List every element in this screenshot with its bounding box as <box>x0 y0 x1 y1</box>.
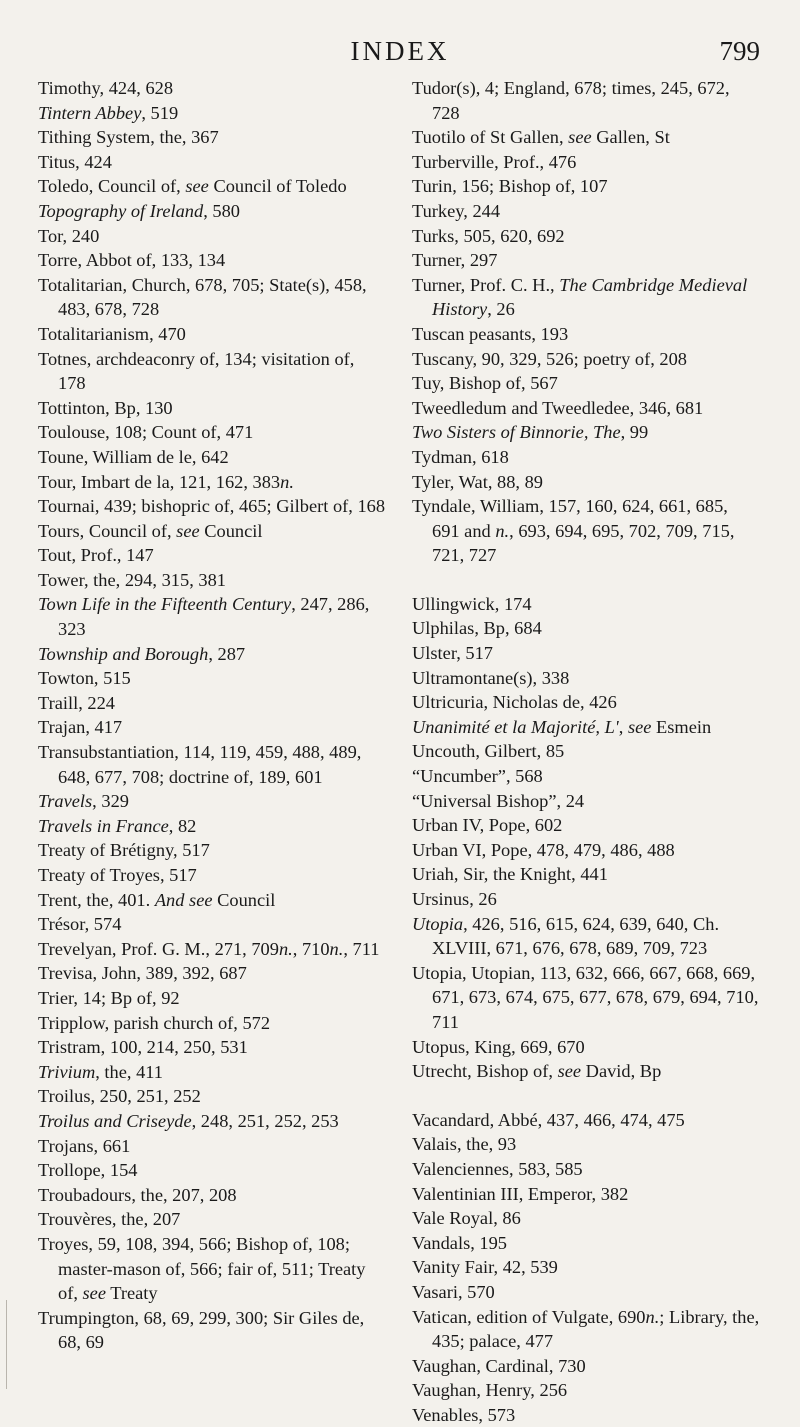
index-entry-text: Tournai, 439; bishopric of, 465; Gilbert of, 168 <box>38 496 386 517</box>
index-entry-italic-text: Troilus and Criseyde <box>38 1110 192 1131</box>
index-entry-text: Treaty <box>106 1283 158 1304</box>
index-entry <box>38 888 386 913</box>
index-entry-text: Ulphilas, Bp, 684 <box>412 618 542 639</box>
index-entry-text: Vale Royal, 86 <box>412 1208 521 1229</box>
index-entry-text: , 710 <box>292 938 330 959</box>
index-entry-text: Tour, Imbart de la, 121, 162, 383 <box>38 471 281 492</box>
index-entry-text: Timothy, 424, 628 <box>38 78 174 98</box>
index-entry-text: Titus, 424 <box>38 151 112 172</box>
index-entry-text: Trollope, 154 <box>38 1160 138 1181</box>
index-entry-text: Turin, 156; Bishop of, 107 <box>412 176 608 197</box>
index-entry <box>38 1084 386 1109</box>
index-entry-text: Ulster, 517 <box>412 643 493 664</box>
index-entry <box>38 814 386 839</box>
running-head: INDEX <box>350 36 450 66</box>
index-entry <box>412 1231 760 1256</box>
index-entry-text: Utopus, King, 669, 670 <box>412 1036 585 1057</box>
index-entry-text: Ultramontane(s), 338 <box>412 667 570 688</box>
index-entry <box>412 248 760 273</box>
index-entry-italic-text: Travels in France <box>38 815 169 836</box>
index-entry <box>412 592 760 617</box>
index-entry <box>412 420 760 445</box>
index-entry <box>38 642 386 667</box>
index-entry <box>38 494 386 519</box>
index-entry <box>38 838 386 863</box>
index-entry <box>38 1035 386 1060</box>
index-entry <box>412 396 760 421</box>
index-entry <box>412 1182 760 1207</box>
index-entry-text: Tyndale, William, 157, 160, 624, 661, 685, 691 and <box>412 496 728 541</box>
index-entry-italic-text: n. <box>280 471 294 492</box>
index-entry-italic-text: see <box>185 176 209 197</box>
index-entry-text: , 99 <box>620 422 649 443</box>
index-entry-italic-text: Two Sisters of Binnorie, The <box>412 422 621 443</box>
index-entry-text: Treaty of Troyes, 517 <box>38 865 197 885</box>
index-entry-text: Uncouth, Gilbert, 85 <box>412 741 565 762</box>
index-entry-italic-text: see <box>557 1061 582 1082</box>
index-entry <box>412 1206 760 1231</box>
index-entry <box>38 543 386 568</box>
index-entry-italic-text: n. <box>645 1306 660 1327</box>
index-entry <box>412 690 760 715</box>
index-entry <box>38 961 386 986</box>
index-entry <box>412 641 760 666</box>
index-entry-text: Vaughan, Henry, 256 <box>412 1380 568 1401</box>
index-entry <box>38 1207 386 1232</box>
index-entry-text: , 329 <box>92 791 129 812</box>
index-entry <box>38 519 386 544</box>
index-entry <box>412 174 760 199</box>
index-entry-italic-text: see <box>82 1283 106 1304</box>
index-entry-text: Tithing System, the, 367 <box>38 127 219 148</box>
index-entry <box>412 1378 760 1403</box>
index-entry-text: Toune, William de le, 642 <box>38 446 229 467</box>
index-entry-text: Ursinus, 26 <box>412 889 497 909</box>
index-entry <box>38 1158 386 1183</box>
index-entry <box>38 125 386 150</box>
index-entry-text: Totalitarianism, 470 <box>38 323 186 344</box>
index-entry-text: Tuscany, 90, 329, 526; poetry of, 208 <box>412 348 687 369</box>
index-entry <box>412 494 760 568</box>
index-entry <box>38 1011 386 1036</box>
index-entry-text: Council <box>212 889 276 910</box>
index-entry-text: Tout, Prof., 147 <box>38 545 154 566</box>
index-entry-text: Tower, the, 294, 315, 381 <box>38 569 226 590</box>
index-entry <box>38 76 386 101</box>
index-entry-text: Tristram, 100, 214, 250, 531 <box>38 1037 248 1058</box>
index-entry-text: Venables, 573 <box>412 1404 516 1425</box>
index-entry <box>412 1280 760 1305</box>
index-entry-text: Esmein <box>651 716 712 737</box>
index-entry <box>412 322 760 347</box>
index-entry-text: Vasari, 570 <box>412 1281 495 1302</box>
index-entry-italic-text: Town Life in the Fifteenth Century <box>38 594 292 615</box>
index-entry-text: Tottinton, Bp, 130 <box>38 397 173 418</box>
index-entry-italic-text: see <box>568 127 592 148</box>
index-entry-text: , the, 411 <box>95 1061 163 1082</box>
index-entry <box>38 937 386 962</box>
index-entry-text: Vacandard, Abbé, 437, 466, 474, 475 <box>412 1109 685 1130</box>
index-entry-text: , 693, 694, 695, 702, 709, 715, 721, 727 <box>432 520 735 566</box>
index-entry-text: Totnes, archdeaconry of, 134; visitation of, 178 <box>38 348 355 394</box>
index-entry-text: Urban VI, Pope, 478, 479, 486, 488 <box>412 839 675 860</box>
index-entry-text: Tours, Council of, <box>38 520 177 541</box>
index-entry-italic-text: Tintern Abbey <box>38 102 142 123</box>
index-entry <box>412 125 760 150</box>
index-entry-text: ; Library, the, 435; palace, 477 <box>432 1306 760 1352</box>
index-entry-italic-text: Trivium <box>38 1061 96 1082</box>
index-entry <box>38 1232 386 1306</box>
index-entry-text: , 287 <box>208 643 246 664</box>
index-entry <box>412 739 760 764</box>
index-entry-italic-text: see <box>176 520 200 541</box>
index-entry <box>412 1305 760 1354</box>
index-entry <box>412 887 760 912</box>
index-entry <box>38 986 386 1011</box>
index-entry <box>38 1134 386 1159</box>
index-entry-text: Troyes, 59, 108, 394, 566; Bishop of, 108; master-mason of, 566; fair of, 511; Treaty of, <box>38 1233 366 1304</box>
index-entry-text: , 580 <box>203 200 240 221</box>
index-entry <box>38 273 386 322</box>
index-entry <box>38 248 386 273</box>
index-entry-text: Tuy, Bishop of, 567 <box>412 373 558 394</box>
index-entry <box>412 616 760 641</box>
index-entry <box>412 347 760 372</box>
index-entry-italic-text: n. <box>329 938 344 959</box>
index-entry-text: Turner, 297 <box>412 250 498 271</box>
index-entry-text: Turkey, 244 <box>412 200 501 221</box>
index-entry <box>38 224 386 249</box>
index-entry-text: Tripplow, parish church of, 572 <box>38 1012 271 1033</box>
index-entry <box>412 199 760 224</box>
index-entry <box>412 1108 760 1133</box>
index-entry <box>412 764 760 789</box>
index-entry-text: Tyler, Wat, 88, 89 <box>412 471 543 492</box>
index-entry-text: Trésor, 574 <box>38 914 122 935</box>
index-entry-text: Trajan, 417 <box>38 717 123 738</box>
index-entry <box>412 961 760 1035</box>
index-entry-text: Tudor(s), 4; England, 678; times, 245, 672, 728 <box>412 78 730 123</box>
index-entry-text: Trevisa, John, 389, 392, 687 <box>38 963 247 984</box>
index-entry <box>38 1109 386 1134</box>
index-entry-text: Transubstantiation, 114, 119, 459, 488, 489, 648, 677, 708; doctrine of, 189, 601 <box>38 742 362 787</box>
page-header <box>0 36 800 76</box>
index-entry-text: David, Bp <box>581 1061 662 1082</box>
index-entry <box>412 789 760 814</box>
index-entry <box>38 863 386 888</box>
index-entry <box>38 666 386 691</box>
index-entry-text: Turberville, Prof., 476 <box>412 151 577 172</box>
index-entry-text: , <box>618 716 628 737</box>
index-entry-text: Valentinian III, Emperor, 382 <box>412 1183 629 1204</box>
index-entry-text: , 248, 251, 252, 253 <box>191 1110 339 1131</box>
index-entry-text: Trier, 14; Bp of, 92 <box>38 987 180 1008</box>
index-entry <box>38 347 386 396</box>
index-entry-text: Tor, 240 <box>38 225 100 246</box>
index-entry <box>38 1183 386 1208</box>
index-entry <box>412 273 760 322</box>
index-entry-text: Totalitarian, Church, 678, 705; State(s), 458, 483, 678, 728 <box>38 274 367 320</box>
index-entry <box>412 1403 760 1427</box>
index-entry-text: Towton, 515 <box>38 668 131 689</box>
index-entry-text: Gallen, St <box>591 127 670 148</box>
index-entry-text: Council of Toledo <box>208 176 347 197</box>
index-entry <box>38 715 386 740</box>
index-entry-text: Toledo, Council of, <box>38 176 186 197</box>
index-column-right <box>412 76 760 1427</box>
index-entry <box>38 740 386 789</box>
index-entry <box>412 445 760 470</box>
index-entry-text: , 26 <box>487 299 515 320</box>
index-entry-italic-text: Topography of Ireland <box>38 200 204 221</box>
index-entry-text: Troubadours, the, 207, 208 <box>38 1184 237 1205</box>
index-entry-text: Tweedledum and Tweedledee, 346, 681 <box>412 397 704 418</box>
index-entry <box>412 666 760 691</box>
index-entry-text: Troilus, 250, 251, 252 <box>38 1086 201 1107</box>
index-entry <box>38 568 386 593</box>
index-entry <box>38 592 386 641</box>
index-entry <box>38 445 386 470</box>
index-entry-text: Torre, Abbot of, 133, 134 <box>38 250 226 271</box>
index-entry-text: Tuscan peasants, 193 <box>412 323 569 344</box>
index-entry-text: Ultricuria, Nicholas de, 426 <box>412 692 617 713</box>
index-entry-text: Trojans, 661 <box>38 1135 131 1156</box>
index-entry <box>412 371 760 396</box>
index-entry-italic-text: And see <box>154 889 213 910</box>
index-entry-text: Utopia, Utopian, 113, 632, 666, 667, 668, 669, 671, 673, 674, 675, 677, 678, 679, 694, 710, 711 <box>412 962 759 1032</box>
index-entry-text: Treaty of Brétigny, 517 <box>38 840 210 861</box>
index-entry <box>412 150 760 175</box>
index-column-left <box>38 76 386 1355</box>
index-entry-text: Ullingwick, 174 <box>412 593 532 614</box>
index-entry-text: Trumpington, 68, 69, 299, 300; Sir Giles de, 68, 69 <box>38 1307 365 1353</box>
index-entry-italic-text: Utopia <box>412 913 464 934</box>
index-entry-text: Vandals, 195 <box>412 1232 508 1253</box>
index-entry <box>412 1255 760 1280</box>
index-entry <box>412 76 760 125</box>
index-entry-text: , 82 <box>168 815 197 836</box>
index-entry <box>412 1354 760 1379</box>
index-entry <box>38 420 386 445</box>
index-entry-italic-text: The Cambridge Medieval History <box>432 274 748 320</box>
index-entry <box>38 470 386 495</box>
index-entry <box>38 1060 386 1085</box>
index-entry-text: Toulouse, 108; Count of, 471 <box>38 422 254 443</box>
index-entry <box>412 715 760 740</box>
margin-rule <box>6 1300 7 1389</box>
index-entry <box>38 199 386 224</box>
index-entry <box>412 813 760 838</box>
index-entry <box>412 1157 760 1182</box>
index-entry-text: , 711 <box>343 938 380 959</box>
index-entry <box>38 1306 386 1355</box>
index-entry-italic-text: n. <box>495 520 510 541</box>
index-entry <box>412 1035 760 1060</box>
index-entry <box>412 470 760 495</box>
index-entry <box>412 224 760 249</box>
index-entry-italic-text: Unanimité et la Majorité, L' <box>412 716 619 737</box>
index-entry-text: Valais, the, 93 <box>412 1134 517 1155</box>
index-entry-text: Uriah, Sir, the Knight, 441 <box>412 864 608 885</box>
index-entry-italic-text: Travels <box>38 791 93 812</box>
index-entry <box>38 396 386 421</box>
index-entry-text: , 519 <box>141 102 179 123</box>
index-entry <box>38 150 386 175</box>
index-entry-italic-text: Township and Borough <box>38 643 209 664</box>
index-entry-text: Trouvères, the, 207 <box>38 1209 181 1230</box>
index-entry-text: Vaughan, Cardinal, 730 <box>412 1355 586 1376</box>
index-entry <box>412 1059 760 1084</box>
index-entry <box>412 1132 760 1157</box>
index-entry <box>38 789 386 814</box>
index-entry-text: “Universal Bishop”, 24 <box>412 790 585 811</box>
index-entry-text: Council <box>199 520 263 541</box>
index-entry-text: Vanity Fair, 42, 539 <box>412 1257 558 1278</box>
index-entry <box>38 101 386 126</box>
index-entry <box>38 912 386 937</box>
index-entry <box>38 322 386 347</box>
index-entry-text: Turner, Prof. C. H., <box>412 274 560 295</box>
index-entry-text: Trent, the, 401. <box>38 889 155 910</box>
index-entry-text: Tydman, 618 <box>412 446 509 467</box>
index-entry-text: Utrecht, Bishop of, <box>412 1061 558 1082</box>
index-entry <box>412 912 760 961</box>
index-entry-text: Valenciennes, 583, 585 <box>412 1158 583 1179</box>
index-entry-text: Trevelyan, Prof. G. M., 271, 709 <box>38 938 279 959</box>
page-number: 799 <box>719 36 760 66</box>
index-entry-text: Vatican, edition of Vulgate, 690 <box>412 1306 646 1327</box>
index-entry-italic-text: see <box>627 716 652 737</box>
index-entry <box>412 862 760 887</box>
index-entry <box>38 174 386 199</box>
index-entry-text: “Uncumber”, 568 <box>412 766 543 787</box>
index-entry-text: Traill, 224 <box>38 692 115 713</box>
index-entry-text: , 426, 516, 615, 624, 639, 640, Ch. XLVIII, 671, 676, 678, 689, 709, 723 <box>432 913 720 959</box>
index-entry-italic-text: n. <box>278 938 293 959</box>
index-entry-text: , 247, 286, 323 <box>58 594 370 640</box>
index-entry-text: Urban IV, Pope, 602 <box>412 815 563 836</box>
index-entry-text: Turks, 505, 620, 692 <box>412 225 565 246</box>
index-entry <box>412 838 760 863</box>
index-entry-text: Tuotilo of St Gallen, <box>412 127 569 148</box>
index-entry <box>38 691 386 716</box>
